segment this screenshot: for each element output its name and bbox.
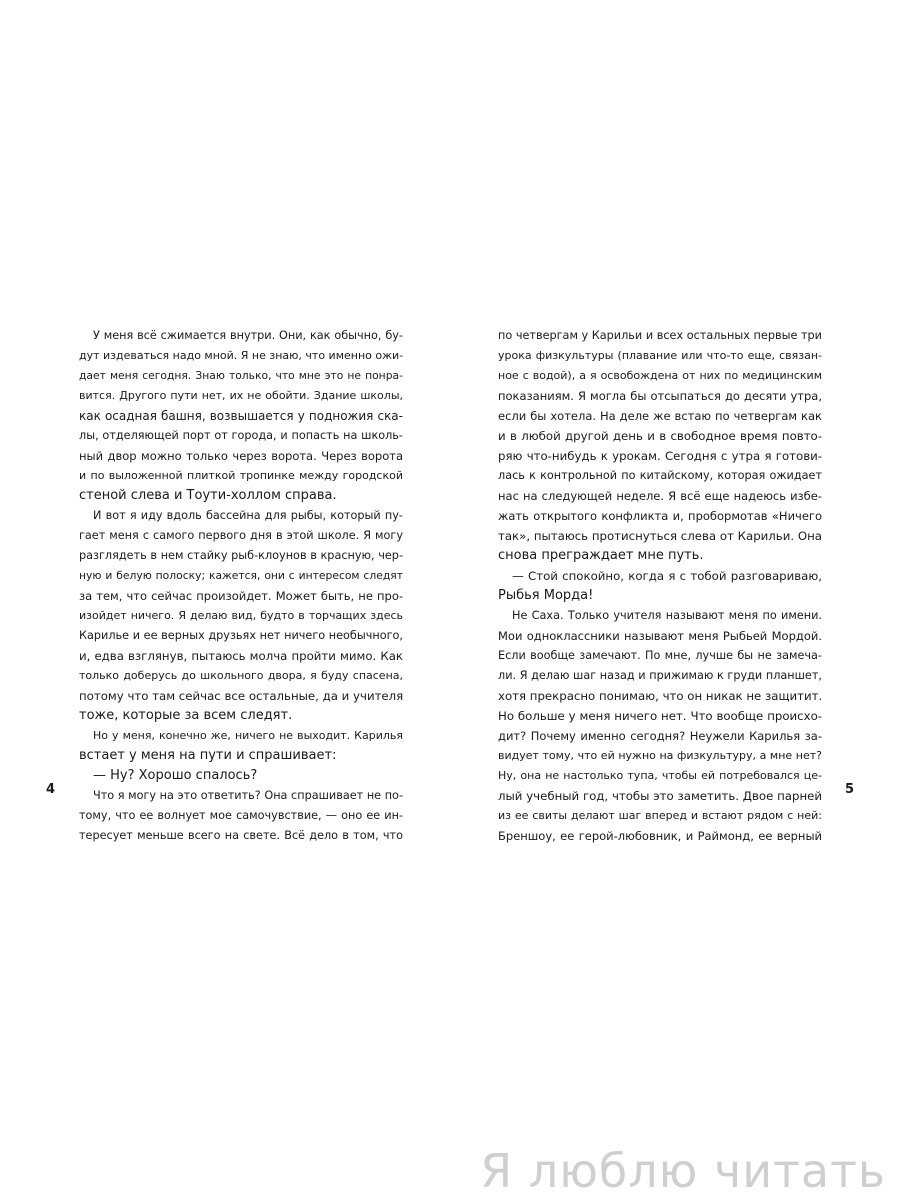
text-line: видует тому, что ей нужно на физкультуру, а мне нет?	[498, 749, 822, 762]
text-line: показаниям. Я могла бы отсыпаться до десяти утра,	[498, 389, 822, 403]
text-line: ряю что-нибудь к урокам. Сегодня с утра я готови-	[498, 449, 822, 463]
text-line: дут издеваться надо мной. Я не знаю, что именно ожи-	[79, 349, 404, 362]
text-line: потому что там сейчас все остальные, да и учителя	[79, 689, 404, 703]
text-line: тересует меньше всего на свете. Всё дело в том, что	[79, 829, 403, 842]
text-line: ный двор можно только через ворота. Через ворота	[79, 449, 403, 463]
watermark-text: Я люблю читать	[480, 1144, 886, 1198]
text-line: У меня всё сжимается внутри. Они, как обычно, бу-	[93, 329, 403, 342]
text-line: хотя прекрасно понимаю, что он никак не защитит.	[498, 689, 823, 703]
right-text-column	[498, 326, 822, 846]
text-line: нас на следующей неделе. Я всё еще надеюсь избе-	[498, 489, 822, 503]
text-line: стеной слева и Тоути-холлом справа.	[79, 488, 337, 503]
page-number-left: 4	[46, 782, 56, 797]
text-line: Карилье и ее верных друзьях нет ничего необычного,	[79, 629, 403, 642]
text-line: И вот я иду вдоль бассейна для рыбы, который пу-	[93, 509, 403, 522]
text-line: и в любой другой день и в свободное время повто-	[498, 429, 822, 443]
text-line: Рыбья Морда!	[498, 588, 594, 603]
text-line: снова преграждает мне путь.	[498, 548, 704, 563]
text-line: за тем, что сейчас произойдет. Может быть, не про-	[79, 589, 403, 603]
text-line: дит? Почему именно сегодня? Неужели Карилья за-	[498, 729, 822, 743]
text-line: Но больше у меня ничего нет. Что вообще происхо-	[498, 709, 822, 723]
text-line: изойдет ничего. Я делаю вид, будто в торчащих здесь	[79, 609, 403, 622]
text-line: ное с водой), а я освобождена от них по медицинским	[498, 369, 822, 382]
text-line: дает меня сегодня. Знаю только, что мне это не понра-	[79, 369, 403, 382]
text-line: Не Саха. Только учителя называют меня по имени.	[512, 609, 822, 622]
page-number-right: 5	[845, 782, 855, 797]
text-line: так», пытаюсь протиснуться слева от Карильи. Она	[498, 529, 822, 543]
text-line: ную и белую полоску; кажется, они с интересом следят	[79, 569, 403, 582]
text-line: Бреншоу, ее герой-любовник, и Раймонд, ее верный	[498, 829, 822, 843]
left-text-column	[79, 326, 403, 846]
text-line: тому, что ее волнует мое самочувствие, — оно ее ин-	[79, 809, 403, 822]
text-line: как осадная башня, возвышается у подножия ска-	[79, 409, 403, 423]
text-line: из ее свиты делают шаг вперед и встают рядом с ней:	[498, 809, 822, 822]
text-line: Что я могу на это ответить? Она спрашивает не по-	[93, 789, 403, 802]
text-line: встает у меня на пути и спрашивает:	[79, 748, 337, 763]
text-line: ли. Я делаю шаг назад и прижимаю к груди планшет,	[498, 669, 822, 682]
text-line: лы, отделяющей порт от города, и попасть на школь-	[79, 429, 403, 442]
text-line: и, едва взглянув, пытаюсь молча пройти мимо. Как	[79, 649, 403, 663]
text-line: Но у меня, конечно же, ничего не выходит. Карилья	[93, 729, 403, 742]
text-line: по четвергам у Карильи и всех остальных первые три	[498, 329, 822, 342]
text-line: если бы хотела. На деле же встаю по четвергам как	[498, 409, 822, 423]
text-line: гает меня с самого первого дня в этой школе. Я могу	[79, 529, 403, 542]
text-line: Ну, она не настолько тупа, чтобы ей потребовался це-	[498, 769, 822, 782]
text-line: жать открытого конфликта и, пробормотав «Ничего	[498, 509, 822, 523]
text-line: вится. Другого пути нет, их не обойти. Здание школы,	[79, 389, 403, 402]
text-line: урока физкультуры (плавание или что-то еще, связан-	[498, 349, 822, 362]
text-line: только доберусь до школьного двора, я буду спасена,	[79, 669, 403, 682]
text-line: разглядеть в нем стайку рыб-клоунов в красную, чер-	[79, 549, 403, 562]
text-line: — Ну? Хорошо спалось?	[93, 768, 258, 783]
text-line: тоже, которые за всем следят.	[79, 708, 293, 723]
text-line: Если вообще замечают. По мне, лучше бы не замеча-	[498, 649, 822, 662]
text-line: лась к контрольной по китайскому, которая ожидает	[498, 469, 822, 482]
text-line: и по выложенной плиткой тропинке между городской	[79, 469, 403, 482]
text-line: — Стой спокойно, когда я с тобой разговариваю,	[512, 569, 822, 583]
text-line: лый учебный год, чтобы это заметить. Двое парней	[498, 789, 822, 803]
text-line: Мои одноклассники называют меня Рыбьей Мордой.	[498, 629, 822, 643]
